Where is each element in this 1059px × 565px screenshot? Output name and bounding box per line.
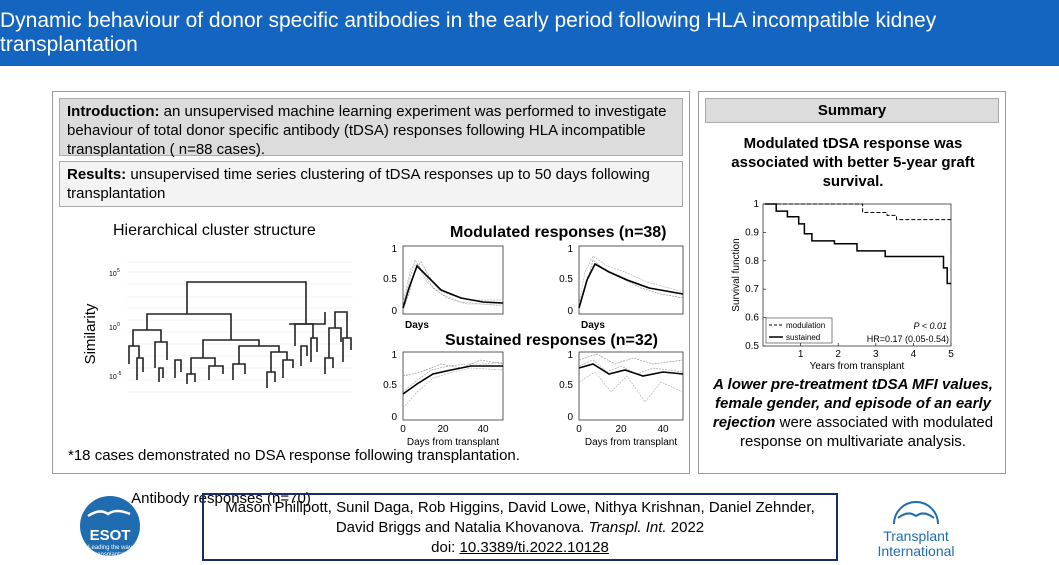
svg-text:0: 0 bbox=[391, 306, 397, 317]
sustained-title: Sustained responses (n=32) bbox=[445, 332, 658, 349]
introduction-box bbox=[59, 98, 683, 156]
km-ytick-label: 0.6 bbox=[745, 312, 759, 324]
svg-text:1: 1 bbox=[391, 350, 397, 361]
results-text: unsupervised time series clustering of tDSA responses up to 50 days following transplantation bbox=[67, 166, 650, 202]
panel-sustained-1 bbox=[383, 350, 503, 448]
ti-line-1: Transplant bbox=[883, 528, 949, 544]
esot-tag-2: in transplantation bbox=[87, 552, 133, 558]
km-xtick-label: 2 bbox=[835, 349, 841, 360]
svg-text:0: 0 bbox=[391, 412, 397, 423]
km-xtick-label: 5 bbox=[948, 349, 954, 360]
citation-doi-link[interactable]: 10.3389/ti.2022.10128 bbox=[459, 539, 609, 556]
km-ytick-label: 0.9 bbox=[745, 227, 759, 239]
summary-conclusion-rest: were associated with modulated response on multivariate analysis. bbox=[740, 414, 994, 450]
citation-authors-2: David Briggs and Natalia Khovanova. bbox=[335, 519, 585, 536]
km-ytick-label: 0.7 bbox=[745, 284, 759, 296]
km-ytick-label: 0.8 bbox=[745, 255, 759, 267]
svg-text:0: 0 bbox=[117, 322, 120, 328]
intro-label: Introduction: bbox=[67, 103, 160, 120]
citation-authors-2-line bbox=[204, 518, 836, 538]
svg-text:10: 10 bbox=[109, 271, 117, 278]
esot-logo bbox=[74, 494, 164, 562]
km-legend-modulation: modulation bbox=[786, 321, 826, 330]
svg-text:-5: -5 bbox=[117, 371, 122, 377]
panel-sustained-2 bbox=[559, 350, 683, 448]
svg-text:0: 0 bbox=[400, 424, 406, 435]
svg-text:5: 5 bbox=[117, 268, 120, 274]
dendrogram-title: Hierarchical cluster structure bbox=[113, 222, 316, 239]
footnote: *18 cases demonstrated no DSA response following transplantation. bbox=[68, 447, 520, 464]
intro-text: an unsupervised machine learning experiment was performed to investigate behaviour of total donor specific antibody (tDSA) responses following HLA incompatible transplantation ( n=88 cases). bbox=[67, 103, 667, 158]
km-ytick-label: 1 bbox=[753, 199, 759, 210]
summary-card bbox=[698, 91, 1006, 474]
svg-text:Days from transplant: Days from transplant bbox=[584, 437, 678, 448]
km-xtick-label: 1 bbox=[797, 349, 804, 360]
citation-doi-label: doi: bbox=[431, 539, 460, 556]
summary-main-finding: Modulated tDSA response was associated with better 5-year graft survival. bbox=[731, 135, 975, 190]
svg-text:0.5: 0.5 bbox=[559, 380, 573, 391]
dendrogram-ylabel: Similarity bbox=[82, 303, 99, 365]
svg-text:40: 40 bbox=[657, 424, 669, 435]
svg-text:1: 1 bbox=[567, 350, 573, 361]
transplant-international-logo bbox=[872, 494, 982, 562]
ti-arc-icon bbox=[894, 502, 938, 524]
modulated-title: Modulated responses (n=38) bbox=[450, 224, 667, 241]
km-chart bbox=[727, 194, 967, 372]
svg-text:1: 1 bbox=[391, 244, 397, 255]
svg-text:0.5: 0.5 bbox=[383, 380, 397, 391]
cluster-panels bbox=[371, 242, 689, 447]
svg-text:0.5: 0.5 bbox=[383, 274, 397, 285]
dendrogram-xlabel: Antibody responses (n=70) bbox=[131, 490, 311, 507]
svg-text:20: 20 bbox=[437, 424, 449, 435]
panel-modulated-2 bbox=[559, 244, 683, 331]
ti-line-2: International bbox=[877, 543, 955, 559]
ti-hands-icon bbox=[898, 513, 934, 518]
panel-modulated-1 bbox=[383, 244, 503, 331]
citation-journal: Transpl. Int. bbox=[588, 519, 667, 536]
svg-text:1: 1 bbox=[567, 244, 573, 255]
km-xlabel: Years from transplant bbox=[809, 361, 905, 372]
km-legend bbox=[766, 318, 832, 343]
km-ytick-label: 0.5 bbox=[745, 341, 759, 352]
km-xtick-label: 4 bbox=[910, 349, 917, 360]
citation-doi-line bbox=[204, 538, 836, 558]
banner bbox=[0, 0, 1059, 66]
svg-text:20: 20 bbox=[615, 424, 627, 435]
svg-text:10: 10 bbox=[109, 374, 117, 381]
summary-heading: Summary bbox=[705, 98, 999, 123]
esot-tag-1: Leading the way bbox=[88, 545, 132, 551]
km-ylabel: Survival function bbox=[731, 238, 742, 312]
citation-box bbox=[202, 493, 838, 561]
svg-text:Days from transplant: Days from transplant bbox=[406, 437, 500, 448]
summary-conclusion bbox=[705, 375, 1001, 451]
km-legend-sustained: sustained bbox=[786, 333, 821, 342]
svg-text:Days: Days bbox=[405, 320, 429, 331]
svg-text:0.5: 0.5 bbox=[559, 274, 573, 285]
dendrogram-tree bbox=[129, 282, 351, 388]
dendrogram-yticks bbox=[109, 268, 122, 381]
km-p-value: P < 0.01 bbox=[913, 321, 947, 331]
results-card bbox=[52, 91, 690, 507]
citation-year: 2022 bbox=[666, 519, 705, 536]
citation-authors-1: Mason Phillpott, Sunil Daga, Rob Higgins, David Lowe, Nithya Krishnan, Daniel Zehnder, bbox=[225, 499, 815, 516]
esot-name: ESOT bbox=[89, 527, 131, 544]
results-label: Results: bbox=[67, 166, 127, 183]
summary-conclusion-em: A lower pre-treatment tDSA MFI values, female gender, and episode of an early rejection bbox=[712, 376, 993, 431]
svg-text:40: 40 bbox=[477, 424, 489, 435]
svg-text:0: 0 bbox=[567, 306, 573, 317]
svg-text:Days: Days bbox=[581, 320, 605, 331]
svg-text:0: 0 bbox=[567, 412, 573, 423]
km-xtick-label: 3 bbox=[873, 349, 879, 360]
results-box bbox=[59, 161, 683, 207]
svg-text:10: 10 bbox=[109, 325, 117, 332]
svg-text:0: 0 bbox=[576, 424, 582, 435]
km-hr: HR=0.17 (0.05-0.54) bbox=[866, 334, 949, 344]
banner-title: Dynamic behaviour of donor specific antibodies in the early period following HLA incompatible kidney transplantation bbox=[0, 9, 937, 56]
